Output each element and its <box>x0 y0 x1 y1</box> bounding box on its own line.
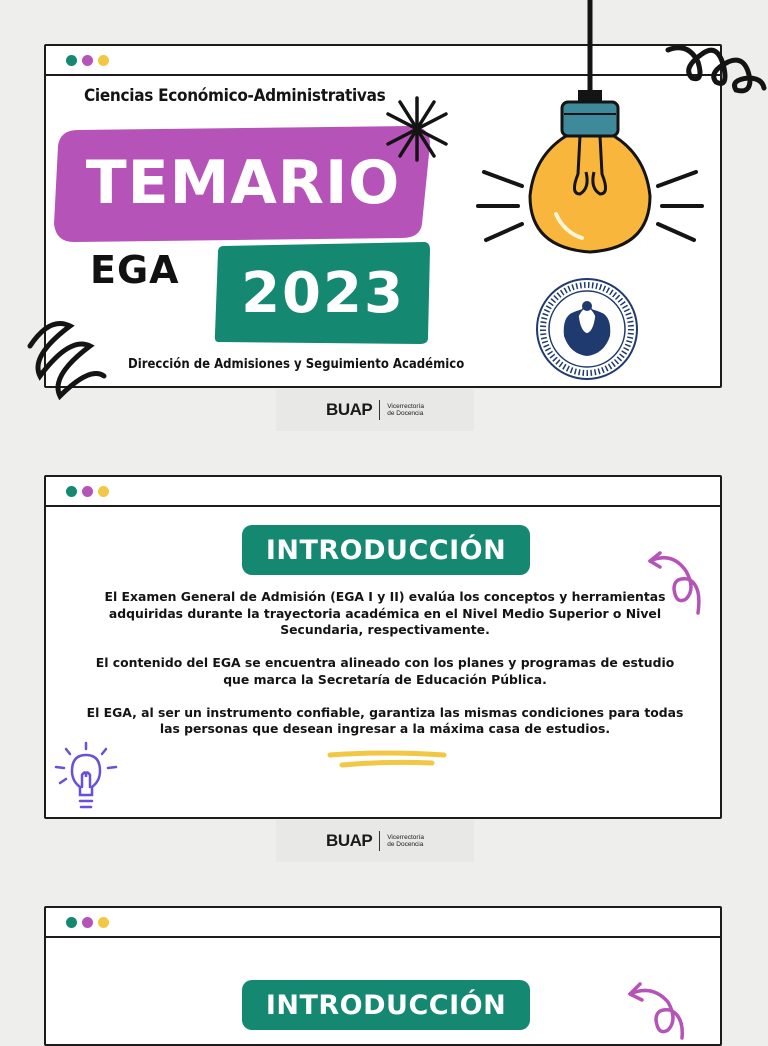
brand-department <box>387 403 424 418</box>
brand-department-line1: Vicerrectoría <box>387 833 424 841</box>
intro-heading: INTRODUCCIÓN <box>242 525 530 575</box>
window-dot-green <box>66 486 77 497</box>
brand-name: BUAP <box>326 400 373 419</box>
cover-slide <box>44 44 722 388</box>
brand-department-line2: de Docencia <box>387 841 424 848</box>
brand-name: BUAP <box>326 831 373 850</box>
cover-footer: Dirección de Admisiones y Seguimiento Académico <box>128 357 465 372</box>
intro-body <box>86 589 684 754</box>
intro-slide <box>44 475 722 819</box>
brand-department <box>387 834 424 849</box>
scribble-icon <box>20 316 112 408</box>
lightbulb-outline-icon <box>52 741 118 813</box>
brand-bar <box>276 820 474 862</box>
year-banner <box>214 242 432 344</box>
highlight-strokes <box>326 749 448 771</box>
window-bar <box>46 908 720 938</box>
brand-divider <box>379 831 380 851</box>
window-dot-purple <box>82 55 93 66</box>
window-dot-purple <box>82 486 93 497</box>
brand-department-line2: de Docencia <box>387 410 424 417</box>
window-dot-purple <box>82 917 93 928</box>
cover-subtitle: Ciencias Económico-Administrativas <box>84 86 386 106</box>
cover-year: 2023 <box>241 260 405 326</box>
window-dot-yellow <box>98 55 109 66</box>
asterisk-icon <box>382 94 452 164</box>
window-dot-green <box>66 55 77 66</box>
window-dot-yellow <box>98 917 109 928</box>
intro-heading: INTRODUCCIÓN <box>242 980 530 1030</box>
brand-department-line1: Vicerrectoría <box>387 402 424 410</box>
loop-icon <box>664 28 768 108</box>
window-dot-green <box>66 917 77 928</box>
curly-arrow-icon <box>642 549 706 619</box>
intro-slide-2 <box>44 906 722 1046</box>
intro-paragraph: El Examen General de Admisión (EGA I y II) evalúa los conceptos y herramientas adquiridas durante la trayectoria académica en el Nivel Medio Superior o Nivel Secundaria, respectivamente. <box>104 589 666 637</box>
intro-paragraph: El EGA, al ser un instrumento confiable, garantiza las mismas condiciones para todas las personas que desean ingresar a la máxima casa de estudios. <box>86 704 684 736</box>
window-bar <box>46 477 720 507</box>
university-seal-icon <box>534 276 640 382</box>
curly-arrow-icon <box>622 980 692 1040</box>
exam-label: EGA <box>90 248 180 292</box>
title-banner <box>50 124 436 242</box>
intro-paragraph: El contenido del EGA se encuentra alineado con los planes y programas de estudio que marca la Secretaría de Educación Pública. <box>95 655 675 687</box>
brand-bar <box>276 389 474 431</box>
brand-divider <box>379 400 380 420</box>
window-dot-yellow <box>98 486 109 497</box>
cover-title: TEMARIO <box>85 148 401 218</box>
